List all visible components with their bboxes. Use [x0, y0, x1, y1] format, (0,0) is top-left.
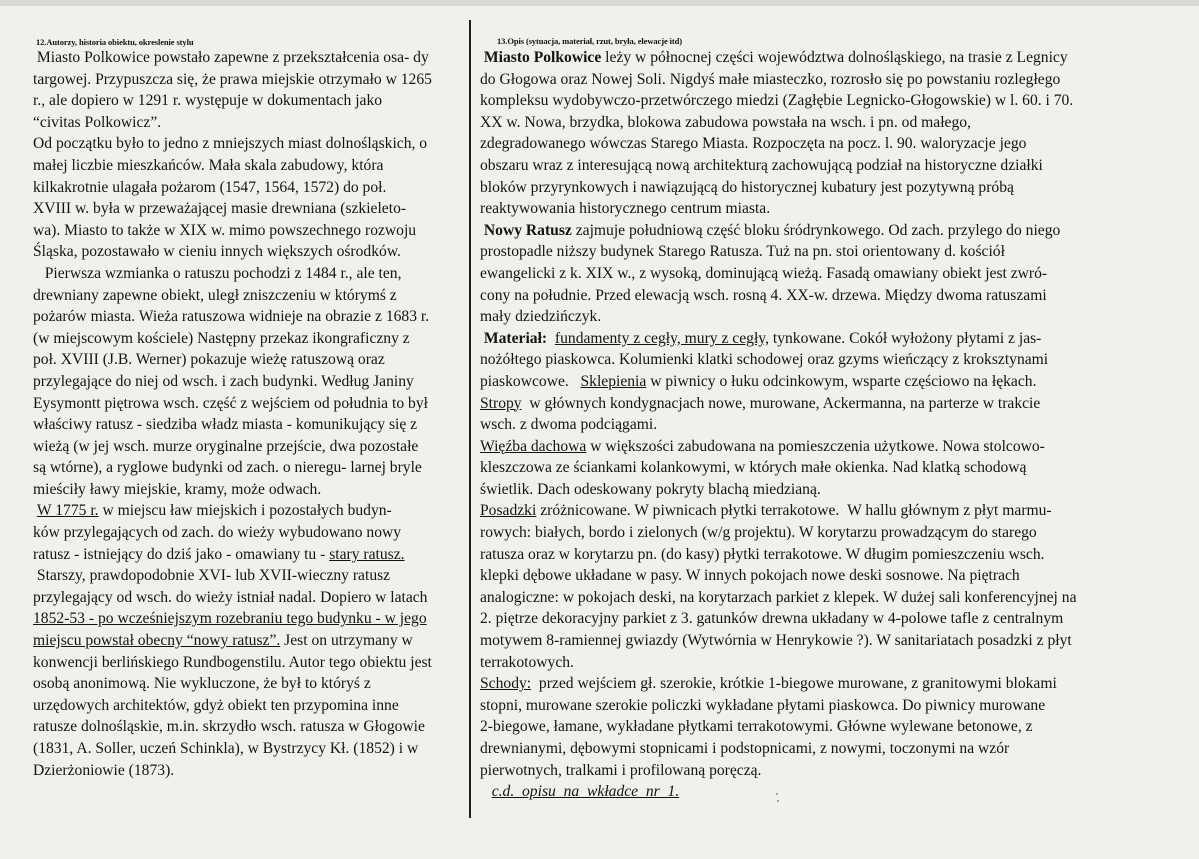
- scan-speck: [776, 793, 778, 795]
- text-run: XVIII w. była w przeważającej masie drewniana (szkieleto-: [33, 200, 407, 218]
- text-run: W 1775 r.: [36, 502, 99, 520]
- text-run: Nowy Ratusz: [483, 221, 572, 239]
- text-line: [33, 328, 473, 350]
- text-run: r., ale dopiero w 1291 r. występuje w dokumentach jako: [33, 92, 383, 110]
- text-line: [480, 522, 1184, 544]
- text-line: [480, 457, 1184, 479]
- text-line: [33, 198, 473, 220]
- text-line: [480, 306, 1184, 328]
- text-run: Posadzki: [480, 502, 537, 520]
- text-run: klepki dębowe układane w pasy. W innych pokojach nowe deski sosnowe. Na piętrach: [480, 567, 1020, 585]
- text-run: Stropy: [480, 394, 522, 412]
- text-line: [33, 414, 473, 436]
- text-run: wieżą (w jej wsch. murze oryginalne przejście, dwa pozostałe: [33, 437, 419, 455]
- text-line: [33, 760, 473, 782]
- text-run: przylegający od wsch. do wieży istniał nadal. Dopiero w latach: [33, 588, 428, 606]
- text-run: konwencji berlińskiego Rundbogenstilu. Autor tego obiektu jest: [33, 653, 432, 671]
- text-run: Sklepienia: [580, 372, 647, 390]
- text-run: targowej. Przypuszcza się, że prawa miejskie otrzymało w 1265: [33, 70, 432, 88]
- text-line: [33, 738, 473, 760]
- text-run: leży w północnej części województwa dolnośląskiego, na trasie z Legnicy: [601, 49, 1068, 66]
- text-line: [33, 479, 473, 501]
- text-run: rowych: białych, bordo i zielonych (w/g projektu). W korytarzu prowadzącym do starego: [480, 524, 1037, 542]
- text-run: terrakotowych.: [480, 653, 574, 671]
- text-run: 2-biegowe, łamane, wykładane płytkami terrakotowymi. Główne wylewane betonowe, z: [480, 718, 1033, 736]
- text-line: [480, 285, 1184, 307]
- text-run: do Głogowa oraz Nowej Soli. Nigdyś małe miasteczko, rozrosło się po powstaniu rozległego: [480, 70, 1061, 88]
- text-run: kleszczowa ze ściankami kolankowymi, w których małe okienka. Nad klatką schodową: [480, 459, 1027, 477]
- text-line: [480, 652, 1184, 674]
- text-run: (1831, A. Soller, uczeń Schinkla), w Bystrzycy Kł. (1852) i w: [33, 740, 419, 757]
- text-run: Dzierżoniowie (1873).: [33, 761, 175, 779]
- text-run: ratusza oraz w korytarzu pn. (do kasy) płytki terrakotowe. W długim pomieszczeniu wsch.: [480, 545, 1045, 563]
- text-run: Pierwsza wzmianka o ratuszu pochodzi z 1484 r., ale ten,: [33, 264, 402, 282]
- text-line: [480, 328, 1184, 350]
- text-run: cony na południe. Przed elewacją wsch. rosną 4. XX-w. drzewa. Między dwoma ratuszami: [480, 286, 1047, 304]
- text-run: małej liczbie mieszkańców. Mała skala zabudowy, która: [33, 156, 384, 174]
- left-section-heading: 12.Autorzy, historia obiektu, okreslenie stylu: [36, 37, 194, 47]
- text-run: tynkowane. Cokół wyłożony płytami z jas-: [768, 329, 1042, 347]
- text-line: [33, 522, 473, 544]
- text-run: bloków przyrynkowych i nawiązującą do historycznej kubatury jest pozytywną próbą: [480, 178, 1014, 196]
- text-run: ratusze dolnośląskie, m.in. skrzydło wsch. ratusza w Głogowie: [33, 718, 425, 736]
- text-run: mały dziedzińczyk.: [480, 308, 602, 326]
- text-line: [33, 133, 473, 155]
- right-column-text: [480, 47, 1184, 803]
- text-run: przed wejściem gł. szerokie, krótkie 1-biegowe murowane, z granitowymi blokami: [531, 675, 1057, 693]
- text-line: [480, 695, 1184, 717]
- text-run: motywem 8-ramiennej gwiazdy (Wytwórnia w Henrykowie ?). W sanitariatach posadzki z płyt: [480, 632, 1072, 650]
- text-line: [480, 565, 1184, 587]
- text-line: [480, 155, 1184, 177]
- text-run: Starszy, prawdopodobnie XVI- lub XVII-wieczny ratusz: [33, 567, 391, 585]
- text-line: [33, 69, 473, 91]
- right-section-heading: 13.Opis (sytuacja, materiał, rzut, bryła, elewacje itd): [497, 36, 682, 46]
- text-run: ewangelicki z k. XIX w., z wysoką, dominującą wieżą. Fasadą omawiany obiekt jest zwró-: [480, 264, 1048, 282]
- text-line: [480, 414, 1184, 436]
- text-run: właściwy ratusz - siedziba władz miasta - komunikujący się z: [33, 416, 418, 434]
- text-line: [33, 306, 473, 328]
- text-line: [33, 457, 473, 479]
- text-line: [480, 90, 1184, 112]
- text-line: [33, 220, 473, 242]
- text-line: [33, 393, 473, 415]
- text-run: [480, 783, 492, 800]
- text-run: analogiczne: w pokojach deski, na korytarzach parkiet z klepek. W dużej sali konferencyjnej na: [480, 588, 1077, 606]
- text-line: [480, 69, 1184, 91]
- text-line: [33, 652, 473, 674]
- text-line: [480, 436, 1184, 458]
- text-run: w miejscu ław miejskich i pozostałych budyn-: [98, 502, 392, 520]
- text-run: przylegające do niej od wsch. i zach budynki. Według Janiny: [33, 372, 414, 390]
- text-line: [33, 673, 473, 695]
- text-line: [33, 241, 473, 263]
- text-line: [33, 565, 473, 587]
- text-run: “civitas Polkowicz”.: [33, 113, 162, 131]
- text-line: [480, 738, 1184, 760]
- text-run: fundamenty z cegły, mury z cegły,: [554, 329, 769, 347]
- text-run: stopni, murowane szerokie policzki wykładane płytami piaskowca. Do piwnicy murowane: [480, 696, 1046, 714]
- text-run: kilkakrotnie ulagała pożarom (1547, 1564, 1572) do poł.: [33, 178, 387, 196]
- text-line: [33, 544, 473, 566]
- text-run: Miasto Polkowice powstało zapewne z przekształcenia osa- dy: [33, 49, 429, 66]
- text-run: pożarów miasta. Wieża ratuszowa widnieje na obrazie z 1683 r.: [33, 308, 430, 326]
- text-line: [480, 349, 1184, 371]
- text-run: ków przylegających od zach. do wieży wybudowano nowy: [33, 524, 402, 542]
- text-line: [33, 285, 473, 307]
- text-line: [480, 112, 1184, 134]
- text-run: 2. piętrze dekoracyjny parkiet z 3. gatunków drewna układany w 4-polowe tafle z centralnym: [480, 610, 1064, 628]
- text-run: Jest on utrzymany w: [280, 632, 413, 650]
- text-run: (w miejscowym kościele) Następny przekaz ikongraficzny z: [33, 329, 410, 347]
- text-run: reaktywowania historycznego centrum miasta.: [480, 200, 771, 218]
- text-run: miejscu powstał obecny “nowy ratusz”.: [33, 632, 281, 650]
- text-run: stary ratusz.: [329, 545, 405, 563]
- text-line: [480, 500, 1184, 522]
- text-line: [480, 371, 1184, 393]
- scan-speck: [777, 800, 779, 802]
- text-line: [480, 47, 1184, 69]
- text-line: [33, 716, 473, 738]
- text-run: mieściły ławy miejskie, kramy, może odwach.: [33, 480, 322, 498]
- text-line: [480, 630, 1184, 652]
- text-line: [480, 760, 1184, 782]
- text-run: zdegradowanego wówczas Starego Miasta. Rozpoczęta na pocz. l. 90. waloryzacje jego: [480, 135, 1027, 153]
- text-run: piaskowcowe.: [480, 372, 581, 390]
- text-line: [480, 198, 1184, 220]
- text-run: w piwnicy o łuku odcinkowym, wsparte częściowo na łękach.: [646, 372, 1037, 390]
- text-run: pierwotnych, tralkami i profilowaną poręczą.: [480, 761, 762, 779]
- text-run: c.d. opisu na wkładce nr 1.: [491, 783, 680, 801]
- text-run: Śląska, pozostawało w cieniu innych większych ośrodków.: [33, 243, 401, 261]
- text-line: [33, 47, 473, 69]
- text-run: zróżnicowane. W piwnicach płytki terrakotowe. W hallu głównym z płyt marmu-: [536, 502, 1052, 520]
- text-line: [33, 371, 473, 393]
- scan-edge: [0, 0, 1199, 6]
- text-line: [33, 587, 473, 609]
- text-line: [480, 177, 1184, 199]
- text-line: [480, 608, 1184, 630]
- text-run: Od początku było to jedno z mniejszych miast dolnośląskich, o: [33, 135, 428, 153]
- text-line: [480, 544, 1184, 566]
- text-run: [547, 330, 555, 347]
- text-run: drewniany zapewne obiekt, uległ zniszczeniu w którymś z: [33, 286, 397, 304]
- text-line: [33, 90, 473, 112]
- text-line: [33, 630, 473, 652]
- text-line: [33, 155, 473, 177]
- text-run: osobą anonimową. Nie wykluczone, że był to któryś z: [33, 675, 371, 693]
- text-line: [480, 673, 1184, 695]
- text-run: obszaru wraz z interesującą nową architekturą zachowującą podział na historyczne działki: [480, 156, 1043, 174]
- text-line: [480, 220, 1184, 242]
- text-line: [33, 349, 473, 371]
- text-run: kompleksu wydobywczo-przetwórczego miedzi (Zagłębie Legnicko-Głogowskie) w l. 60. i 70.: [480, 92, 1074, 110]
- text-run: drewnianymi, dębowymi stopnicami i podstopnicami, z nowymi, toczonymi na wzór: [480, 740, 1010, 757]
- text-line: [33, 263, 473, 285]
- text-line: [480, 393, 1184, 415]
- text-line: [33, 112, 473, 134]
- text-line: [480, 263, 1184, 285]
- text-line: [480, 587, 1184, 609]
- text-run: świetlik. Dach odeskowany pokryty blachą miedzianą.: [480, 480, 821, 498]
- text-run: Schody:: [480, 675, 532, 693]
- text-run: XX w. Nowa, brzydka, blokowa zabudowa powstała na wsch. i pn. od małego,: [480, 113, 971, 131]
- left-column-text: [33, 47, 473, 781]
- text-line: [480, 479, 1184, 501]
- text-run: 1852-53 - po wcześniejszym rozebraniu tego budynku - w jego: [33, 610, 427, 628]
- text-run: prostopadle niższy budynek Starego Ratusza. Tuż na pn. stoi orientowany d. kościół: [480, 243, 1005, 261]
- text-run: poł. XVIII (J.B. Werner) pokazuje wieżę ratuszową oraz: [33, 351, 385, 369]
- text-run: Materiał:: [483, 329, 548, 347]
- text-line: [480, 241, 1184, 263]
- text-run: nożółtego piaskowca. Kolumienki klatki schodowej oraz gzyms wieńczący z kroksztynami: [480, 351, 1049, 369]
- column-divider: [469, 20, 471, 818]
- text-run: urzędowych architektów, gdyż obiekt ten przypomina inne: [33, 696, 399, 714]
- text-run: Eysymontt piętrowa wsch. część z wejściem od południa to był: [33, 394, 428, 412]
- text-run: Miasto Polkowice: [483, 49, 602, 66]
- text-line: [33, 608, 473, 630]
- text-line: [480, 781, 1184, 803]
- text-run: wsch. z dwoma podciągami.: [480, 416, 658, 434]
- text-line: [33, 177, 473, 199]
- text-run: wa). Miasto to także w XIX w. mimo powszechnego rozwoju: [33, 221, 417, 239]
- text-run: w większości zabudowana na pomieszczenia użytkowe. Nowa stolcowo-: [586, 437, 1045, 455]
- text-line: [480, 716, 1184, 738]
- text-line: [33, 436, 473, 458]
- text-line: [33, 695, 473, 717]
- text-run: są wtórne), a ryglowe budynki od zach. o nieregu- larnej bryle: [33, 459, 422, 477]
- text-line: [33, 500, 473, 522]
- text-run: zajmuje południową część bloku śródrynkowego. Od zach. przylego do niego: [571, 221, 1061, 239]
- text-run: w głównych kondygnacjach nowe, murowane, Ackermanna, na parterze w trakcie: [521, 394, 1041, 412]
- text-line: [480, 133, 1184, 155]
- text-run: ratusz - istniejący do dziś jako - omawiany tu -: [33, 545, 330, 563]
- text-run: Więźba dachowa: [480, 437, 587, 455]
